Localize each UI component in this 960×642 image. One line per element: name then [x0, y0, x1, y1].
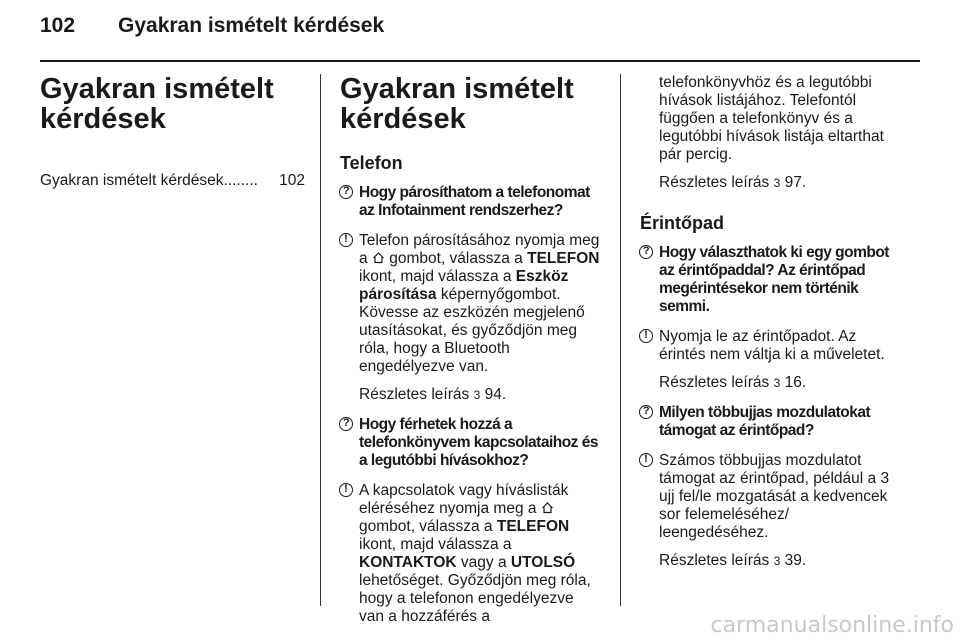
- reference-link[interactable]: [640, 374, 902, 392]
- reference-link[interactable]: [640, 174, 902, 192]
- answer-text: Számos többujjas mozdulatot támogat az érintőpad, például a 3 ujj fel/le mozgatását a kedvencek sor felemeléséhez/ leengedéséhez.: [659, 452, 890, 541]
- faq-column-right: [640, 74, 902, 582]
- question-text: Hogy férhetek hozzá a telefonkönyvem kapcsolataihoz és a legutóbbi hívásokhoz?: [359, 416, 598, 469]
- pair-device-label: Eszköz párosítása: [359, 268, 569, 303]
- column-divider-1: [320, 74, 321, 606]
- answer-pairing: [340, 232, 602, 376]
- reference-link[interactable]: [640, 552, 902, 570]
- answer-text: A kapcsolatok vagy híváslisták eléréséhez nyomja meg a: [359, 482, 569, 517]
- answer-icon: !: [639, 453, 653, 467]
- reference-link[interactable]: [340, 386, 602, 404]
- answer-text: ikont, majd válassza a: [359, 536, 512, 553]
- reference-text: Részletes leírás: [659, 552, 774, 569]
- toc-entry-text: Gyakran ismételt kérdések: [40, 172, 224, 189]
- page-number: 102: [40, 14, 76, 37]
- subsection-phone: Telefon: [340, 153, 403, 173]
- answer-contacts: [340, 482, 602, 626]
- reference-arrow-icon: 3: [773, 554, 781, 568]
- section-title: Gyakran ismételt kérdések: [340, 73, 574, 135]
- toc-column: [40, 74, 305, 190]
- page-header: [40, 14, 920, 42]
- reference-text: Részletes leírás: [359, 386, 474, 403]
- chapter-title: Gyakran ismételt kérdések: [40, 73, 274, 135]
- recent-label: UTOLSÓ: [510, 554, 576, 571]
- reference-page: 97.: [780, 174, 807, 191]
- reference-arrow-icon: 3: [473, 388, 481, 402]
- reference-page: 16.: [780, 374, 807, 391]
- question-multitouch: [640, 404, 902, 440]
- answer-text: ikont, majd válassza a: [359, 268, 516, 285]
- home-icon: [372, 251, 385, 264]
- answer-text: gombot, válassza a: [359, 518, 497, 535]
- header-title: Gyakran ismételt kérdések: [118, 14, 385, 37]
- answer-text: Nyomja le az érintőpadot. Az érintés nem váltja ki a műveletet.: [659, 328, 885, 363]
- faq-column-middle: [340, 74, 602, 636]
- answer-text: Telefon párosításához nyomja meg a: [359, 232, 600, 267]
- answer-icon: !: [339, 233, 353, 247]
- reference-text: Részletes leírás: [659, 374, 774, 391]
- answer-multitouch: [640, 452, 902, 542]
- reference-text: Részletes leírás: [659, 174, 774, 191]
- home-icon: [541, 501, 554, 514]
- toc-entry-dots: ........: [223, 172, 258, 189]
- question-text: Hogy választhatok ki egy gombot az érintőpaddal? Az érintőpad megérintésekor nem történik semmi.: [659, 244, 889, 315]
- answer-continuation: [640, 74, 902, 164]
- answer-text: lehetőséget. Győződjön meg róla, hogy a telefonon engedélyezve van a hozzáférés a: [359, 572, 591, 625]
- question-icon: ?: [339, 185, 353, 199]
- answer-text: vagy a: [456, 554, 511, 571]
- question-touchpad-select: [640, 244, 902, 316]
- answer-icon: !: [639, 329, 653, 343]
- question-text: Hogy párosíthatom a telefonomat az Infotainment rendszerhez?: [359, 184, 590, 219]
- toc-entry[interactable]: [40, 172, 305, 190]
- phone-label: TELEFON: [527, 250, 600, 267]
- question-contacts: [340, 416, 602, 470]
- question-text: Milyen többujjas mozdulatokat támogat az érintőpad?: [659, 404, 871, 439]
- reference-page: 39.: [780, 552, 807, 569]
- watermark: carmanualsonline.info: [710, 613, 954, 638]
- question-icon: ?: [639, 245, 653, 259]
- answer-text: telefonkönyvhöz és a legutóbbi hívások listájához. Telefontól függően a telefonkönyv és a legutóbbi hívások listája eltarthat pár percig.: [659, 74, 884, 163]
- question-pairing: [340, 184, 602, 220]
- answer-touchpad-select: [640, 328, 902, 364]
- column-divider-2: [620, 74, 621, 606]
- header-divider: [40, 60, 920, 62]
- reference-page: 94.: [480, 386, 507, 403]
- answer-text: képernyőgombot. Kövesse az eszközén megjelenő utasításokat, és győződjön meg róla, hogy a Bluetooth engedélyezve van.: [359, 286, 585, 375]
- reference-arrow-icon: 3: [773, 376, 781, 390]
- subsection-touchpad: Érintőpad: [640, 213, 724, 233]
- contacts-label: KONTAKTOK: [359, 554, 457, 571]
- reference-arrow-icon: 3: [773, 176, 781, 190]
- answer-icon: !: [339, 483, 353, 497]
- phone-label: TELEFON: [496, 518, 570, 535]
- answer-text: gombot, válassza a: [384, 250, 528, 267]
- question-icon: ?: [639, 405, 653, 419]
- question-icon: ?: [339, 417, 353, 431]
- toc-entry-page: 102: [279, 172, 305, 189]
